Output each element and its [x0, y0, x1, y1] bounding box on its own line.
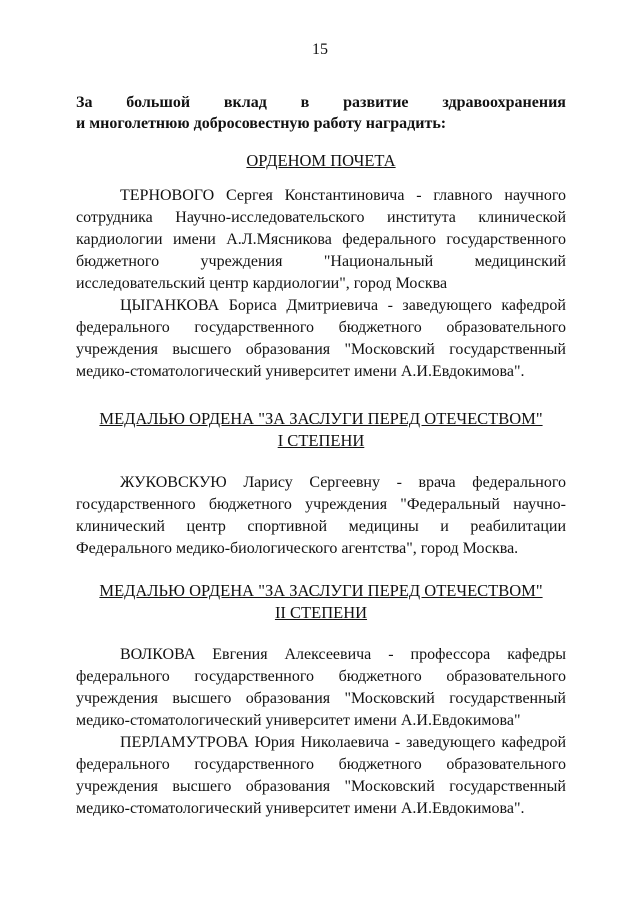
intro-line-2: и многолетнюю добросовестную работу наградить:: [76, 115, 447, 132]
page-number: 15: [312, 41, 328, 58]
section-heading-medal-second-degree: [76, 580, 566, 624]
award-entry: ТЕРНОВОГО Сергея Константиновича - главного научного сотрудника Научно-исследовательского института клинической кардиологии имени А.Л.Мясникова федерального государственного бюджетного учреждения "Национальный медицинский исследовательский центр кардиологии", город Москва: [76, 187, 566, 292]
award-entry: ПЕРЛАМУТРОВА Юрия Николаевича - заведующего кафедрой федерального государственного бюджетного образовательного учреждения высшего образования "Московский государственный медико-стоматологический университет имени А.И.Евдокимова".: [76, 734, 566, 817]
award-entry: ВОЛКОВА Евгения Алексеевича - профессора кафедры федерального государственного бюджетного образовательного учреждения высшего образования "Московский государственный медико-стоматологический университет имени А.И.Евдокимова": [76, 646, 566, 729]
intro-word: За: [76, 94, 93, 111]
section-entries-medal-second-degree: [76, 644, 566, 820]
intro-word: в: [300, 94, 310, 111]
award-intro: [76, 92, 566, 134]
heading-line: ОРДЕНОМ ПОЧЕТА: [246, 151, 396, 170]
heading-line: МЕДАЛЬЮ ОРДЕНА "ЗА ЗАСЛУГИ ПЕРЕД ОТЕЧЕСТВОМ": [99, 581, 543, 600]
award-entry: ЦЫГАНКОВА Бориса Дмитриевича - заведующего кафедрой федерального государственного бюджетного образовательного учреждения высшего образования "Московский государственный медико-стоматологический университет имени А.И.Евдокимова".: [76, 297, 566, 380]
intro-line-1: [76, 92, 566, 113]
heading-line: I СТЕПЕНИ: [277, 431, 365, 450]
section-entries-order-of-honour: [76, 185, 566, 383]
intro-word: здравоохранения: [442, 94, 566, 111]
award-entry: ЖУКОВСКУЮ Ларису Сергеевну - врача федерального государственного бюджетного учреждения "Федеральный научно-клинический центр спортивной медицины и реабилитации Федерального медико-биологического агентства", город Москва.: [76, 474, 566, 557]
section-entries-medal-first-degree: [76, 472, 566, 560]
section-heading-order-of-honour: [76, 150, 566, 172]
intro-word: вклад: [223, 94, 267, 111]
section-heading-medal-first-degree: [76, 408, 566, 452]
intro-word: большой: [126, 94, 191, 111]
heading-line: II СТЕПЕНИ: [274, 603, 368, 622]
heading-line: МЕДАЛЬЮ ОРДЕНА "ЗА ЗАСЛУГИ ПЕРЕД ОТЕЧЕСТВОМ": [99, 409, 543, 428]
intro-word: развитие: [343, 94, 409, 111]
